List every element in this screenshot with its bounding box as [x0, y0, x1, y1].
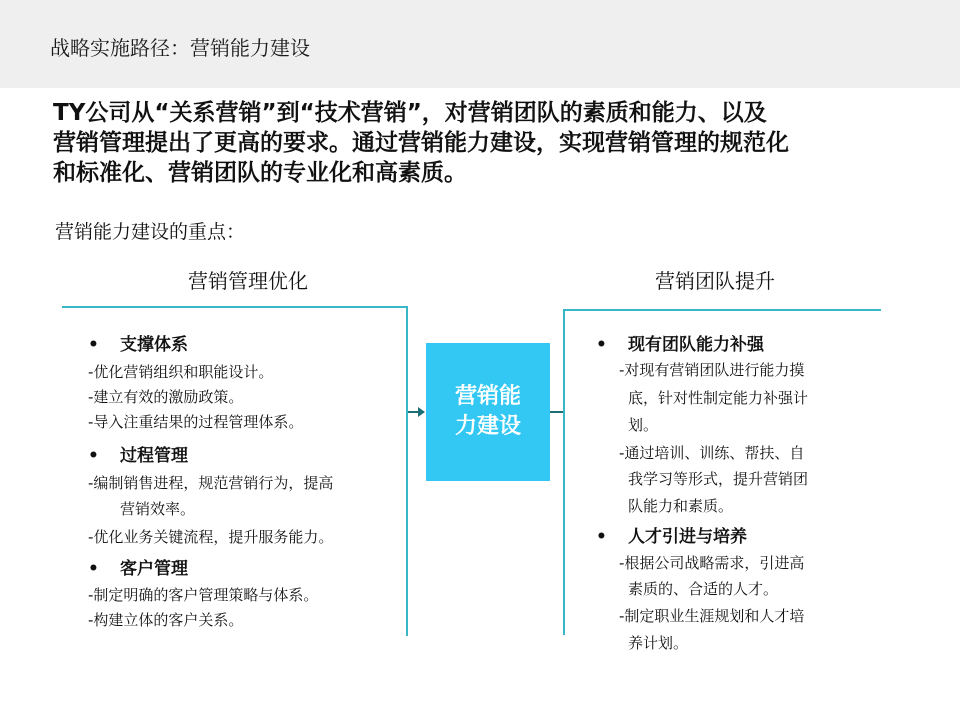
list-item: 我学习等形式，提升营销团: [628, 470, 809, 488]
bullet-icon: •: [88, 335, 99, 355]
left-group-heading: [88, 554, 188, 579]
group-heading-text: 客户管理: [120, 559, 188, 579]
list-item: 队能力和素质。: [628, 497, 734, 515]
group-heading-text: 支撑体系: [120, 335, 188, 355]
list-item: -优化营销组织和职能设计。: [88, 363, 274, 381]
bullet-icon: •: [88, 446, 99, 466]
left-vertical-divider: [406, 306, 408, 636]
intro-line: 和标准化、营销团队的专业化和高素质。: [53, 160, 467, 186]
list-item: -编制销售进程，规范营销行为，提高: [88, 474, 334, 492]
list-item: 素质的、合适的人才。: [628, 580, 779, 598]
right-column-title: 营销团队提升: [655, 269, 775, 293]
intro-line: TY公司从“关系营销”到“技术营销”，对营销团队的素质和能力、以及: [53, 100, 767, 126]
list-item: -根据公司战略需求，引进高: [619, 554, 805, 572]
left-group-heading: [88, 441, 188, 466]
center-label-line: 营销能: [454, 384, 521, 409]
list-item: -制定职业生涯规划和人才培: [619, 607, 805, 625]
intro-line: 营销管理提出了更高的要求。通过营销能力建设，实现营销管理的规范化: [53, 130, 789, 156]
intro-paragraph: [53, 98, 933, 188]
list-item: -优化业务关键流程，提升服务能力。: [88, 528, 334, 546]
page-title: 战略实施路径：营销能力建设: [50, 36, 310, 60]
left-group-heading: [88, 330, 188, 355]
list-item: -制定明确的客户管理策略与体系。: [88, 586, 319, 604]
right-top-divider: [563, 309, 881, 311]
right-group-heading: [596, 522, 747, 547]
list-item: -建立有效的激励政策。: [88, 388, 244, 406]
list-item: 营销效率。: [120, 500, 196, 518]
header-bar: [0, 0, 960, 88]
bullet-icon: •: [596, 527, 607, 547]
center-box: [426, 343, 550, 481]
arrow-right-icon: [418, 407, 425, 417]
right-group-heading: [596, 330, 764, 355]
group-heading-text: 现有团队能力补强: [628, 335, 764, 355]
list-item: 底，针对性制定能力补强计: [628, 389, 809, 407]
group-heading-text: 过程管理: [120, 446, 188, 466]
group-heading-text: 人才引进与培养: [628, 527, 747, 547]
bullet-icon: •: [596, 335, 607, 355]
left-top-divider: [62, 306, 408, 308]
right-vertical-divider: [563, 309, 565, 635]
list-item: -导入注重结果的过程管理体系。: [88, 413, 304, 431]
list-item: 划。: [628, 416, 659, 434]
list-item: -对现有营销团队进行能力摸: [619, 361, 805, 379]
left-column-title: 营销管理优化: [188, 269, 308, 293]
list-item: -通过培训、训练、帮扶、自: [619, 444, 805, 462]
list-item: 养计划。: [628, 634, 689, 652]
center-label-line: 力建设: [454, 414, 521, 439]
center-label: [443, 382, 533, 442]
list-item: -构建立体的客户关系。: [88, 611, 244, 629]
bullet-icon: •: [88, 559, 99, 579]
focus-label: 营销能力建设的重点：: [55, 221, 246, 243]
